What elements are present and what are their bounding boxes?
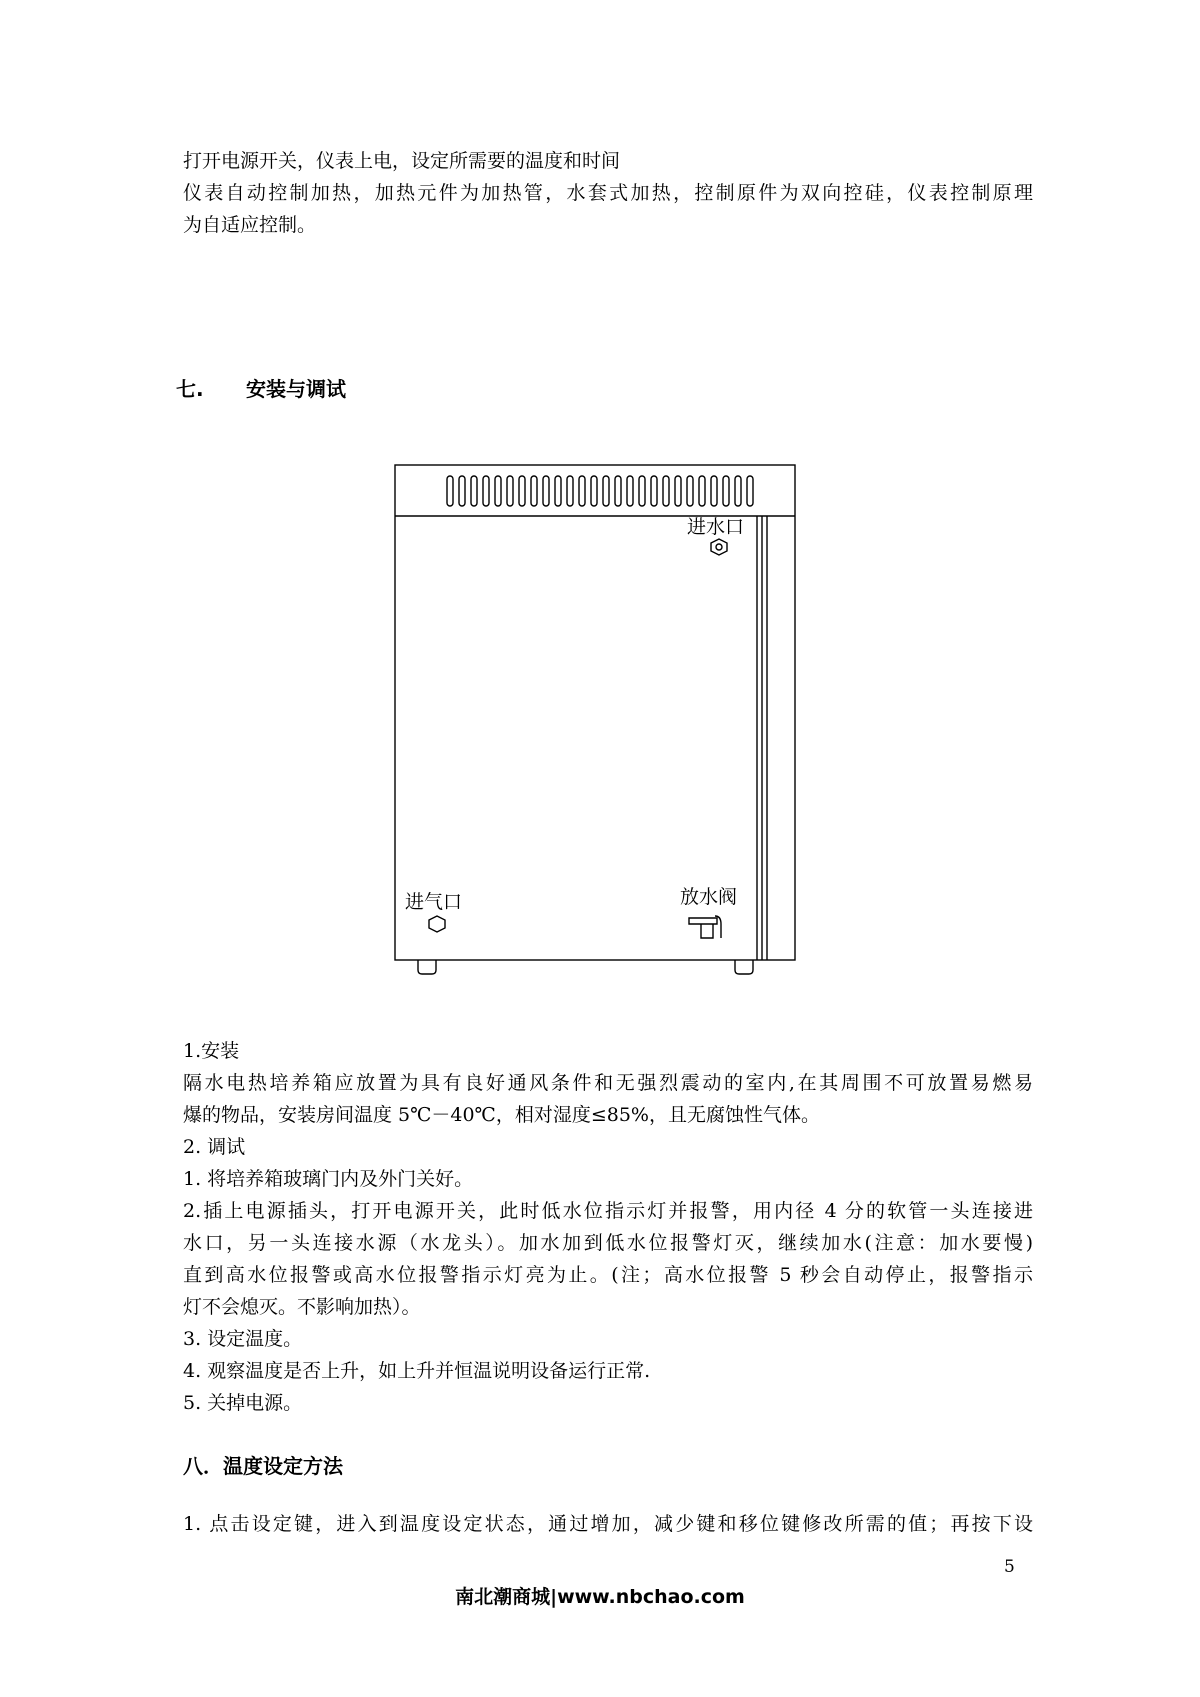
debug-step-2-line-1: 2.插上电源插头，打开电源开关，此时低水位指示灯并报警，用内径 4 分的软管一头连接进 <box>183 1200 1033 1222</box>
incubator-diagram <box>385 460 805 982</box>
debug-step-2-line-3: 直到高水位报警或高水位报警指示灯亮为止。(注；高水位报警 5 秒会自动停止，报警指示 <box>183 1264 1033 1286</box>
vent-slot <box>675 476 681 506</box>
vent-slot <box>603 476 609 506</box>
debug-step-2-line-4: 灯不会熄灭。不影响加热）。 <box>183 1296 421 1318</box>
vent-slot <box>483 476 489 506</box>
footer-watermark: 南北潮商城|www.nbchao.com <box>455 1586 745 1608</box>
section-7-title: 安装与调试 <box>246 377 346 401</box>
section-7-number: 七. <box>176 377 204 401</box>
vent-slot <box>723 476 729 506</box>
debug-title: 2. 调试 <box>183 1136 246 1158</box>
vent-slot <box>591 476 597 506</box>
vent-slot <box>615 476 621 506</box>
vent-slot <box>651 476 657 506</box>
drain-valve-label: 放水阀 <box>680 886 738 908</box>
vent-slot <box>519 476 525 506</box>
vent-slot <box>747 476 753 506</box>
intro-line-3: 为自适应控制。 <box>183 214 317 236</box>
left-foot <box>418 960 436 974</box>
water-inlet-label: 进水口 <box>687 516 745 538</box>
debug-step-2-line-2: 水口，另一头连接水源（水龙头）。加水加到低水位报警灯灭，继续加水(注意：加水要慢) <box>183 1232 1033 1254</box>
vent-slot <box>699 476 705 506</box>
section-8-title: 八．温度设定方法 <box>183 1454 343 1478</box>
air-inlet-label: 进气口 <box>405 891 463 913</box>
debug-step-4: 4. 观察温度是否上升，如上升并恒温说明设备运行正常. <box>183 1360 651 1382</box>
right-foot <box>735 960 753 974</box>
vent-slot <box>471 476 477 506</box>
vent-slot <box>579 476 585 506</box>
vent-slot <box>447 476 453 506</box>
vent-slot <box>543 476 549 506</box>
vent-slot <box>687 476 693 506</box>
vent-slot <box>711 476 717 506</box>
vent-slot <box>639 476 645 506</box>
install-title: 1.安装 <box>183 1040 240 1062</box>
vent-slot <box>627 476 633 506</box>
vent-slot <box>567 476 573 506</box>
debug-step-3: 3. 设定温度。 <box>183 1328 303 1350</box>
page-number: 5 <box>1004 1557 1015 1577</box>
vent-slot <box>507 476 513 506</box>
debug-step-5: 5. 关掉电源。 <box>183 1392 303 1414</box>
temp-setting-line-1: 1. 点击设定键，进入到温度设定状态，通过增加，减少键和移位键修改所需的值；再按下设 <box>183 1513 1033 1535</box>
install-para-line-1: 隔水电热培养箱应放置为具有良好通风条件和无强烈震动的室内,在其周围不可放置易燃易 <box>183 1072 1033 1094</box>
debug-step-1: 1. 将培养箱玻璃门内及外门关好。 <box>183 1168 474 1190</box>
vent-slot <box>735 476 741 506</box>
ventilation-slots <box>447 476 753 506</box>
install-para-line-2: 爆的物品，安装房间温度 5℃－40℃，相对湿度≤85%，且无腐蚀性气体。 <box>183 1104 820 1126</box>
air-inlet-icon <box>429 916 445 932</box>
vent-slot <box>663 476 669 506</box>
drain-valve-icon <box>689 916 721 938</box>
water-inlet-icon <box>711 539 727 555</box>
intro-line-1: 打开电源开关，仪表上电，设定所需要的温度和时间 <box>183 150 621 172</box>
intro-line-2: 仪表自动控制加热，加热元件为加热管，水套式加热，控制原件为双向控硅，仪表控制原理 <box>183 182 1033 204</box>
vent-slot <box>459 476 465 506</box>
vent-slot <box>495 476 501 506</box>
vent-slot <box>555 476 561 506</box>
vent-slot <box>531 476 537 506</box>
